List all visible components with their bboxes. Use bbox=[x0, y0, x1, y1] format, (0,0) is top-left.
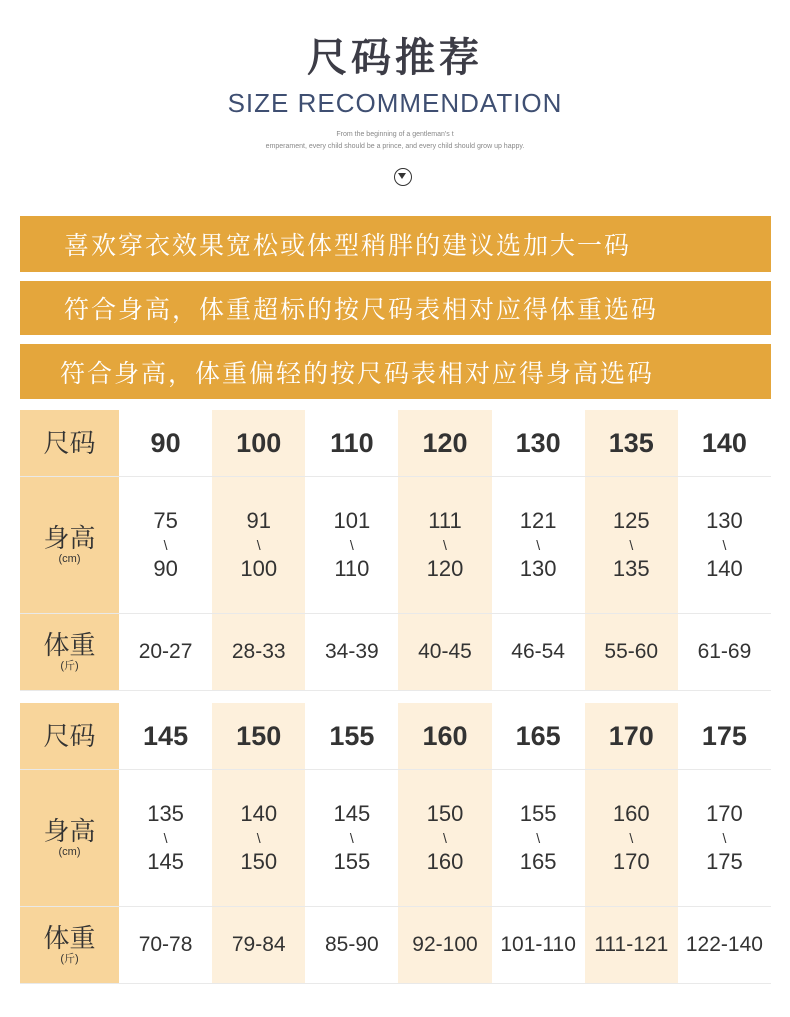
size-cell: 100 bbox=[212, 410, 305, 477]
height-cell bbox=[678, 770, 771, 907]
weight-cell: 92-100 bbox=[398, 907, 491, 984]
height-max: 100 bbox=[240, 556, 278, 581]
size-cell: 160 bbox=[398, 703, 491, 770]
height-min: 160 bbox=[612, 801, 650, 826]
height-min: 140 bbox=[240, 801, 278, 826]
height-cell bbox=[585, 477, 678, 614]
height-min: 155 bbox=[519, 801, 557, 826]
range-separator: \ bbox=[349, 537, 354, 553]
height-cell bbox=[305, 770, 398, 907]
size-cell: 165 bbox=[492, 703, 585, 770]
height-max: 175 bbox=[706, 849, 743, 874]
range-separator: \ bbox=[536, 537, 541, 553]
size-cell: 150 bbox=[212, 703, 305, 770]
height-row-label bbox=[20, 770, 119, 907]
weight-cell: 40-45 bbox=[398, 614, 491, 691]
size-cell: 170 bbox=[585, 703, 678, 770]
tip-banner-1: 喜欢穿衣效果宽松或体型稍胖的建议选加大一码 bbox=[20, 216, 771, 272]
range-separator: \ bbox=[629, 830, 634, 846]
weight-row-label bbox=[20, 907, 119, 984]
height-max: 120 bbox=[426, 556, 464, 581]
height-max: 90 bbox=[153, 556, 178, 581]
height-row bbox=[20, 770, 771, 907]
weight-cell: 79-84 bbox=[212, 907, 305, 984]
height-min: 130 bbox=[706, 508, 743, 533]
size-cell: 90 bbox=[119, 410, 212, 477]
height-max: 110 bbox=[334, 556, 370, 581]
range-separator: \ bbox=[629, 537, 634, 553]
size-cell: 175 bbox=[678, 703, 771, 770]
height-row bbox=[20, 477, 771, 614]
height-min: 101 bbox=[333, 508, 371, 533]
tagline-line-1: From the beginning of a gentleman's t bbox=[336, 131, 454, 138]
height-max: 145 bbox=[147, 849, 184, 874]
height-min: 111 bbox=[428, 508, 462, 533]
height-cell bbox=[305, 477, 398, 614]
range-separator: \ bbox=[443, 537, 447, 553]
size-cell: 130 bbox=[492, 410, 585, 477]
height-label: 身高 bbox=[43, 816, 96, 847]
weight-cell: 111-121 bbox=[585, 907, 678, 984]
weight-cell: 85-90 bbox=[305, 907, 398, 984]
page-title: 尺码推荐 bbox=[307, 36, 483, 80]
weight-cell: 20-27 bbox=[119, 614, 212, 691]
weight-cell: 55-60 bbox=[585, 614, 678, 691]
height-max: 130 bbox=[519, 556, 557, 581]
height-min: 125 bbox=[612, 508, 650, 533]
weight-label: 体重 bbox=[43, 923, 96, 954]
page-subtitle: SIZE RECOMMENDATION bbox=[227, 88, 563, 118]
weight-unit: (斤) bbox=[60, 952, 79, 965]
weight-row bbox=[20, 907, 771, 984]
size-cell: 135 bbox=[585, 410, 678, 477]
height-unit: (cm) bbox=[58, 845, 81, 858]
circle-chevron-down-icon[interactable] bbox=[394, 168, 412, 186]
tagline-line-2: emperament, every child should be a prince, and every child should grow up happy. bbox=[265, 143, 525, 150]
weight-cell: 28-33 bbox=[212, 614, 305, 691]
weight-cell: 101-110 bbox=[492, 907, 585, 984]
size-cell: 155 bbox=[305, 703, 398, 770]
height-cell bbox=[398, 477, 491, 614]
height-min: 135 bbox=[147, 801, 184, 826]
height-cell bbox=[212, 770, 305, 907]
weight-cell: 46-54 bbox=[492, 614, 585, 691]
size-cell: 140 bbox=[678, 410, 771, 477]
size-row bbox=[20, 410, 771, 477]
height-min: 150 bbox=[426, 801, 464, 826]
weight-cell: 122-140 bbox=[678, 907, 771, 984]
range-separator: \ bbox=[256, 830, 261, 846]
weight-row bbox=[20, 614, 771, 691]
height-cell bbox=[492, 770, 585, 907]
height-unit: (cm) bbox=[58, 552, 81, 565]
size-table-2 bbox=[20, 703, 771, 984]
tip-banner-2: 符合身高，体重超标的按尺码表相对应得体重选码 bbox=[20, 281, 771, 335]
height-row-label bbox=[20, 477, 119, 614]
height-max: 140 bbox=[706, 556, 743, 581]
height-cell bbox=[678, 477, 771, 614]
size-row bbox=[20, 703, 771, 770]
height-max: 165 bbox=[519, 849, 557, 874]
height-max: 135 bbox=[612, 556, 650, 581]
height-min: 91 bbox=[246, 508, 271, 533]
size-row-label: 尺码 bbox=[20, 703, 119, 770]
range-separator: \ bbox=[256, 537, 261, 553]
weight-cell: 34-39 bbox=[305, 614, 398, 691]
weight-cell: 70-78 bbox=[119, 907, 212, 984]
height-min: 145 bbox=[333, 801, 371, 826]
height-cell bbox=[492, 477, 585, 614]
size-row-label: 尺码 bbox=[20, 410, 119, 477]
range-separator: \ bbox=[349, 830, 354, 846]
height-max: 160 bbox=[426, 849, 464, 874]
size-table-1 bbox=[20, 410, 771, 691]
height-label: 身高 bbox=[43, 523, 96, 554]
height-max: 170 bbox=[612, 849, 650, 874]
height-cell bbox=[119, 477, 212, 614]
height-min: 121 bbox=[519, 508, 557, 533]
size-cell: 145 bbox=[119, 703, 212, 770]
weight-cell: 61-69 bbox=[678, 614, 771, 691]
height-min: 75 bbox=[153, 508, 178, 533]
tip-banner-3: 符合身高，体重偏轻的按尺码表相对应得身高选码 bbox=[20, 344, 771, 399]
range-separator: \ bbox=[443, 830, 447, 846]
size-cell: 120 bbox=[398, 410, 491, 477]
range-separator: \ bbox=[163, 537, 168, 553]
weight-label: 体重 bbox=[43, 630, 96, 661]
height-max: 155 bbox=[333, 849, 371, 874]
height-cell bbox=[119, 770, 212, 907]
height-cell bbox=[398, 770, 491, 907]
weight-row-label bbox=[20, 614, 119, 691]
range-separator: \ bbox=[163, 830, 168, 846]
weight-unit: (斤) bbox=[60, 659, 79, 672]
height-cell bbox=[212, 477, 305, 614]
height-min: 170 bbox=[706, 801, 743, 826]
range-separator: \ bbox=[536, 830, 541, 846]
range-separator: \ bbox=[722, 830, 727, 846]
range-separator: \ bbox=[722, 537, 727, 553]
size-cell: 110 bbox=[305, 410, 398, 477]
height-cell bbox=[585, 770, 678, 907]
height-max: 150 bbox=[240, 849, 278, 874]
